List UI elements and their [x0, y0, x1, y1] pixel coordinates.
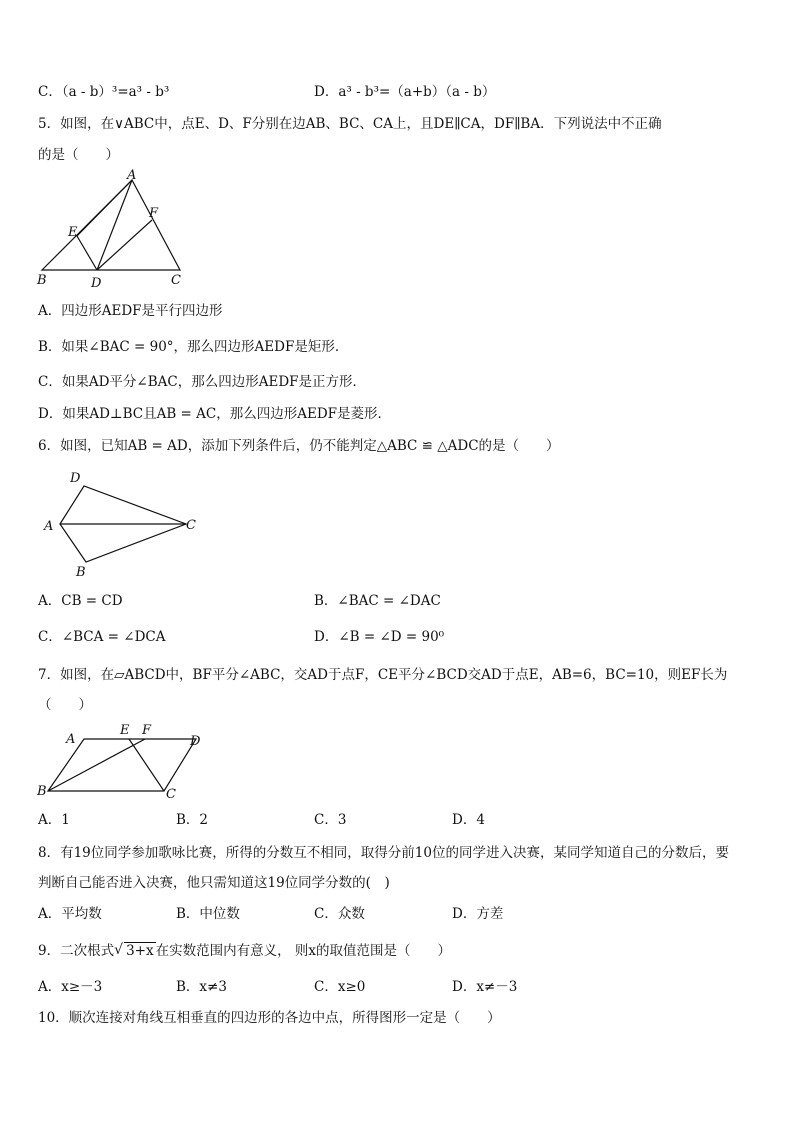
q7-label-b: B [37, 784, 47, 799]
q6-stem: 6．如图，已知AB = AD，添加下列条件后，仍不能判定△ABC ≌ △ADC的是（ ） [38, 438, 560, 454]
q5-label-c: C [171, 273, 181, 288]
q10-stem: 10．顺次连接对角线互相垂直的四边形的各边中点，所得图形一定是（ ） [38, 1010, 501, 1026]
q5-label-d: D [91, 276, 102, 291]
q9-option-b: B．x≠3 [176, 979, 227, 995]
q5-option-d: D．如果AD⊥BC且AB = AC，那么四边形AEDF是菱形． [38, 406, 392, 422]
q8-option-b: B．中位数 [176, 906, 240, 922]
q9-option-a: A．x≥－3 [38, 979, 103, 995]
q6-label-a: A [44, 519, 54, 534]
q4-option-c: C．（a - b）³=a³ - b³ [38, 84, 170, 100]
q9-stem [38, 942, 451, 960]
q7-label-a: A [66, 732, 76, 747]
q9-stem-pre: 9．二次根式 [38, 943, 115, 959]
q9-option-d: D．x≠－3 [452, 979, 518, 995]
q4-option-d: D．a³ - b³=（a+b）（a - b） [314, 84, 496, 100]
q6-label-b: B [76, 565, 86, 580]
q8-option-a: A．平均数 [38, 906, 102, 922]
q6-figure [40, 468, 205, 580]
q7-stem-line1: 7．如图，在▱ABCD中，BF平分∠ABC，交AD于点F，CE平分∠BCD交AD于点E，AB=6，BC=10，则EF长为 [38, 667, 728, 683]
q6-option-d: D．∠B = ∠D = 90⁰ [314, 629, 445, 645]
q7-label-d: D [190, 734, 201, 749]
q9-radicand: 3+x [126, 943, 154, 959]
q7-label-e: E [120, 723, 130, 738]
q5-option-b: B．如果∠BAC = 90°，那么四边形AEDF是矩形． [38, 339, 349, 355]
q5-label-f: F [149, 206, 159, 221]
q7-stem-line2: （ ） [38, 697, 92, 713]
q8-option-d: D．方差 [452, 906, 504, 922]
q6-label-d: D [70, 471, 81, 486]
q5-label-a: A [127, 168, 137, 183]
q7-option-a: A．1 [38, 812, 70, 828]
q6-option-a: A．CB = CD [38, 593, 123, 609]
q5-option-c: C．如果AD平分∠BAC，那么四边形AEDF是正方形． [38, 374, 367, 390]
q5-stem-line1: 5．如图，在∨ABC中，点E、D、F分别在边AB、BC、CA上，且DE∥CA，DF∥BA．下列说法中不正确 [38, 116, 662, 132]
q8-stem-line1: 8．有19位同学参加歌咏比赛，所得的分数互不相同，取得分前10位的同学进入决赛，某同学知道自己的分数后，要 [38, 845, 729, 861]
q6-option-b: B．∠BAC = ∠DAC [314, 593, 441, 609]
q7-label-f: F [142, 723, 152, 738]
q7-option-d: D．4 [452, 812, 485, 828]
q5-figure [30, 168, 200, 290]
q8-option-c: C．众数 [314, 906, 365, 922]
q8-stem-line2: 判断自己能否进入决赛，他只需知道这19位同学分数的( ) [38, 875, 390, 891]
q5-stem-line2: 的是（ ） [38, 147, 119, 163]
q5-label-e: E [68, 225, 78, 240]
q7-label-c: C [166, 787, 176, 802]
q5-option-a: A．四边形AEDF是平行四边形 [38, 303, 223, 319]
q5-label-b: B [37, 273, 47, 288]
q7-option-b: B．2 [176, 812, 209, 828]
q6-label-c: C [186, 518, 196, 533]
q7-figure [34, 720, 214, 804]
q7-option-c: C．3 [314, 812, 347, 828]
q9-radical [114, 942, 156, 960]
q6-option-c: C．∠BCA = ∠DCA [38, 629, 166, 645]
q9-stem-post: 在实数范围内有意义， 则x的取值范围是（ ） [155, 943, 452, 959]
q9-option-c: C．x≥0 [314, 979, 366, 995]
